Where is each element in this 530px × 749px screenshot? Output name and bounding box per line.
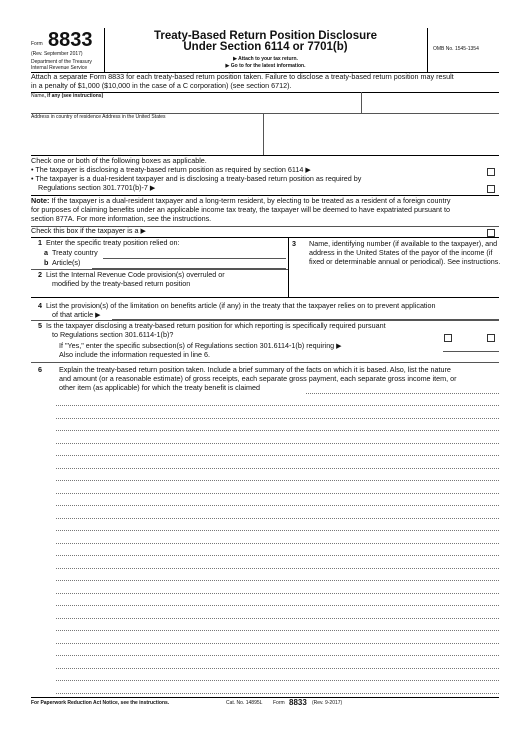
line5-subsection-input[interactable] xyxy=(443,351,499,352)
catalog-number: Cat. No. 14895L xyxy=(226,700,263,706)
line4-text: List the provision(s) of the limitation on benefits article (if any) in the treaty that the taxpayer relies on to prevent application xyxy=(46,301,436,310)
name-label-qualifier: , if any (see instructions) xyxy=(44,93,104,99)
note-label: Note: xyxy=(31,196,50,205)
checkbox-6114[interactable] xyxy=(487,168,495,176)
checkbox-line5-yes[interactable] xyxy=(444,334,452,342)
line3-text-cont1: address in the United States of the payor of the income (if xyxy=(309,248,493,257)
footer-form-number: 8833 xyxy=(289,698,307,707)
checkbox-taxpayer-is-a[interactable] xyxy=(487,229,495,237)
check-item-6114: • The taxpayer is disclosing a treaty-based return position as required by section 6114 ▶ xyxy=(31,165,311,174)
line5-yes-instruction: If "Yes," enter the specific subsection(s) of Regulations section 301.6114-1(b) requiring ▶ xyxy=(59,341,342,350)
intro-line2: in a penalty of $1,000 ($10,000 in the case of a C corporation) (see section 6712). xyxy=(31,81,292,90)
address-label: Address in country of residence Address in the United States xyxy=(31,114,166,120)
revision-date: (Rev. September 2017) xyxy=(31,51,83,57)
line6-number: 6 xyxy=(38,365,42,374)
note-line1: Note: If the taxpayer is a dual-resident taxpayer and a long-term resident, by electing to be treated as a resident of a foreign country xyxy=(31,196,451,205)
paperwork-notice: For Paperwork Reduction Act Notice, see the instructions. xyxy=(31,700,170,706)
form-title-line2: Under Section 6114 or 7701(b) xyxy=(183,41,348,53)
line5-number: 5 xyxy=(38,321,42,330)
note-line2: for purposes of claiming benefits under an applicable income tax treaty, the taxpayer will be deemed to have expatriated pursuant to xyxy=(31,205,450,214)
check-item-dual-resident-cont: Regulations section 301.7701(b)-7 ▶ xyxy=(38,183,156,192)
omb-number: OMB No. 1545-1354 xyxy=(433,46,479,52)
treaty-country-input[interactable] xyxy=(103,258,286,259)
line1b-letter: b xyxy=(44,258,49,267)
form-number: 8833 xyxy=(48,29,93,51)
line1a-letter: a xyxy=(44,248,48,257)
line2-number: 2 xyxy=(38,270,42,279)
line5-also-include: Also include the information requested in line 6. xyxy=(59,350,211,359)
footer-revision: (Rev. 9-2017) xyxy=(312,700,343,706)
goto-instruction: ▶ Go to for the latest information. xyxy=(225,63,306,69)
footer-form-label: Form xyxy=(273,700,285,706)
line6-text-cont2: other item (as applicable) for which the treaty benefit is claimed xyxy=(59,383,260,392)
line1b-label: Article(s) xyxy=(52,258,81,267)
line2-text: List the Internal Revenue Code provision(s) overruled or xyxy=(46,270,225,279)
line1-text: Enter the specific treaty position relied on: xyxy=(46,238,180,247)
line1a-label: Treaty country xyxy=(52,248,98,257)
line6-text-cont1: and amount (or a reasonable estimate) of gross receipts, each separate gross payment, each separate gross income item, or xyxy=(59,374,457,383)
line2-text-cont: modified by the treaty-based return position xyxy=(52,279,191,288)
line1-number: 1 xyxy=(38,238,42,247)
attach-instruction: ▶ Attach to your tax return. xyxy=(233,56,298,62)
checkbox-line5-no[interactable] xyxy=(487,334,495,342)
check-item-dual-resident: • The taxpayer is a dual-resident taxpayer and is disclosing a treaty-based return position as required by xyxy=(31,174,362,183)
line3-text-cont2: fixed or determinable annual or periodical). See instructions. xyxy=(309,257,501,266)
line5-text: Is the taxpayer disclosing a treaty-based return position for which reporting is specifically required pursuant xyxy=(46,321,386,330)
intro-line1: Attach a separate Form 8833 for each treaty-based return position taken. Failure to disclose a treaty-based return position may result xyxy=(31,72,454,81)
line3-number: 3 xyxy=(292,239,296,248)
line5-text-cont: to Regulations section 301.6114-1(b)? xyxy=(52,330,174,339)
address-field[interactable] xyxy=(31,114,166,120)
line4-number: 4 xyxy=(38,301,42,310)
line3-text: Name, identifying number (if available to the taxpayer), and xyxy=(309,239,498,248)
check-heading: Check one or both of the following boxes as applicable. xyxy=(31,156,207,165)
name-field[interactable] xyxy=(31,93,103,99)
name-label: Name xyxy=(31,93,45,99)
note-line3: section 877A. For more information, see the instructions. xyxy=(31,214,212,223)
department: Department of the Treasury xyxy=(31,59,92,65)
agency: Internal Revenue Service xyxy=(31,65,88,71)
line6-text: Explain the treaty-based return position taken. Include a brief summary of the facts on which it is based. Also, list the nature xyxy=(59,365,451,374)
form-label: Form xyxy=(31,41,43,47)
check-this-box-label: Check this box if the taxpayer is a ▶ xyxy=(31,226,146,235)
form-title-line1: Treaty-Based Return Position Disclosure xyxy=(153,30,378,42)
checkbox-dual-resident[interactable] xyxy=(487,185,495,193)
line4-text-cont: of that article ▶ xyxy=(52,310,101,319)
